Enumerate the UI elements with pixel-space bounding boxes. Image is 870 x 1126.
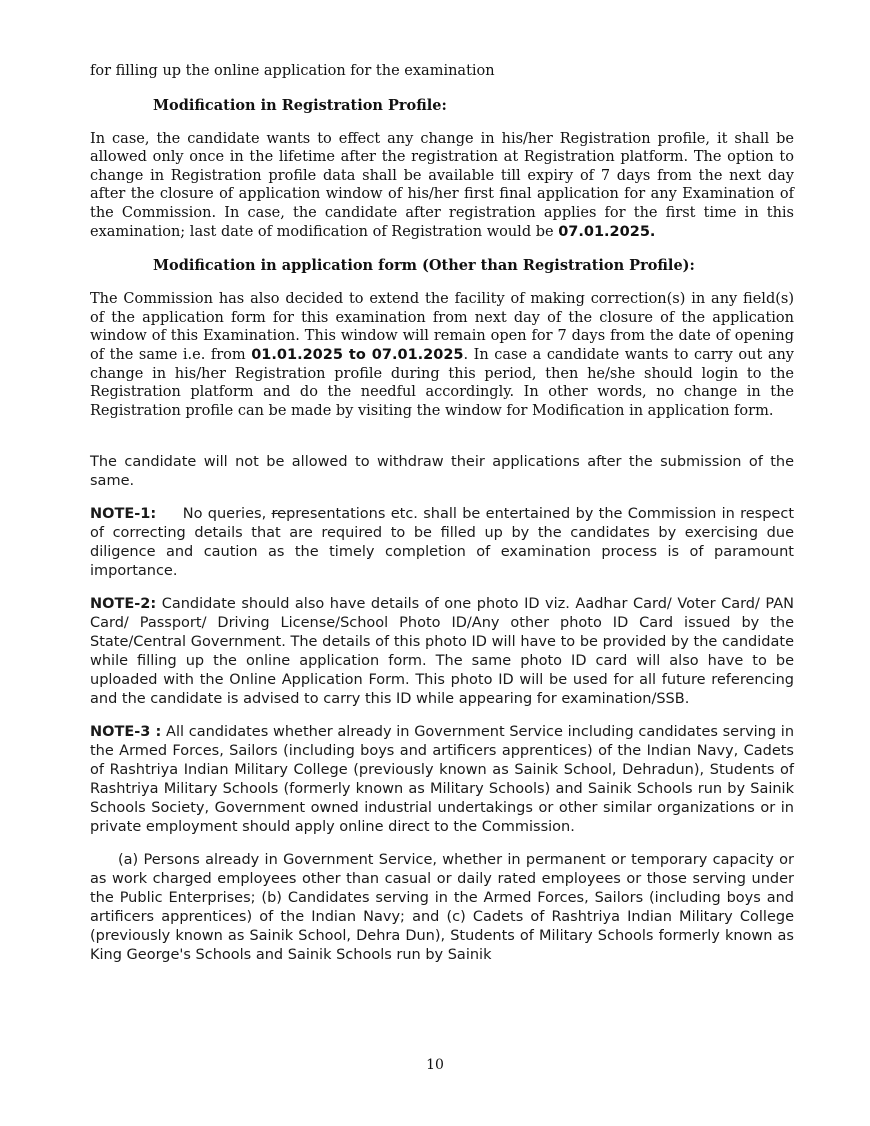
note-1-text-a: No queries, — [182, 506, 272, 523]
registration-profile-text: In case, the candidate wants to effect any change in his/her Registration profile, it shall be allowed only once in the lifetime after the registration at Registration platform. The option to change in Registration profile data shall be available till expiry of 7 days from the next day after the closure of application window of his/her first final application for any Examination of the Commission. In case, the candidate after registration applies for the first time in this examination; last date of modification of Registration would be — [90, 130, 794, 240]
note-2-text: Candidate should also have details of one photo ID viz. Aadhar Card/ Voter Card/ PAN Card/ Passport/ Driving License/School Photo ID/Any other photo ID Card issued by the State/Central Government. The details of this photo ID will have to be provided by the candidate while filling up the online application form. The same photo ID card will also have to be uploaded with the Online Application Form. This photo ID will be used for all future referencing and the candidate is advised to carry this ID while appearing for examination/SSB. — [90, 596, 794, 708]
section-body-registration-profile — [90, 130, 794, 242]
document-page — [90, 62, 794, 965]
note-3-text: All candidates whether already in Government Service including candidates serving in the Armed Forces, Sailors (including boys and artificers apprentices) of the Indian Navy, Cadets of Rashtriya Indian Military College (previously known as Sainik School, Dehradun), Students of Rashtriya Military Schools (formerly known as Military Schools) and Sainik Schools run by Sainik Schools Society, Government owned industrial undertakings or other similar organizations or in private employment should apply online direct to the Commission. — [90, 724, 795, 836]
correction-date-range: 01.01.2025 to 07.01.2025 — [251, 346, 464, 363]
application-form-text-2: . In case a candidate wants to carry out any change in his/her Registration profile during this period, then he/she should login to the Registration platform and do the needful accordingly. In other words, no change in the Registration profile can be made by visiting the window for Modification in application form. — [90, 346, 795, 419]
section-heading-registration-profile: Modification in Registration Profile: — [153, 96, 447, 114]
note-2-label: NOTE-2: — [90, 596, 157, 613]
note-1-strikethrough: re — [271, 506, 287, 523]
application-form-text-1: The Commission has also decided to extend the facility of making correction(s) in any field(s) of the application form for this examination from next day of the closure of the application window of this Examination. This window will remain open for 7 days from the date of opening of the same i.e. from — [90, 291, 794, 363]
section-heading-application-form: Modification in application form (Other than Registration Profile): — [153, 257, 695, 275]
note-1-text-b: presentations etc. shall be entertained by the Commission in respect of correcting details that are required to be filled up by the candidates by exercising due diligence and caution as the timely completion of examination process is of paramount importance. — [90, 506, 795, 580]
note-2 — [90, 595, 794, 709]
note-1-label: NOTE-1: — [90, 506, 157, 523]
section-body-application-form — [90, 290, 794, 420]
withdraw-notice: The candidate will not be allowed to withdraw their applications after the submission of the same. — [90, 454, 794, 490]
note-3 — [90, 723, 794, 837]
note-3-para-a: (a) Persons already in Government Service, whether in permanent or temporary capacity or as work charged employees other than casual or daily rated employees or those serving under the Public Enterprises; (b) Candidates serving in the Armed Forces, Sailors (including boys and artificers apprentices) of the Indian Navy; and (c) Cadets of Rashtriya Indian Military College (previously known as Sainik School, Dehra Dun), Students of Military Schools formerly known as King George's Schools and Sainik Schools run by Sainik — [90, 852, 794, 964]
page-number: 10 — [426, 1057, 444, 1073]
intro-line: for filling up the online application for the examination — [90, 63, 495, 79]
registration-last-date: 07.01.2025. — [558, 223, 656, 240]
note-3-label: NOTE-3 : — [90, 724, 162, 741]
note-1 — [90, 505, 794, 581]
